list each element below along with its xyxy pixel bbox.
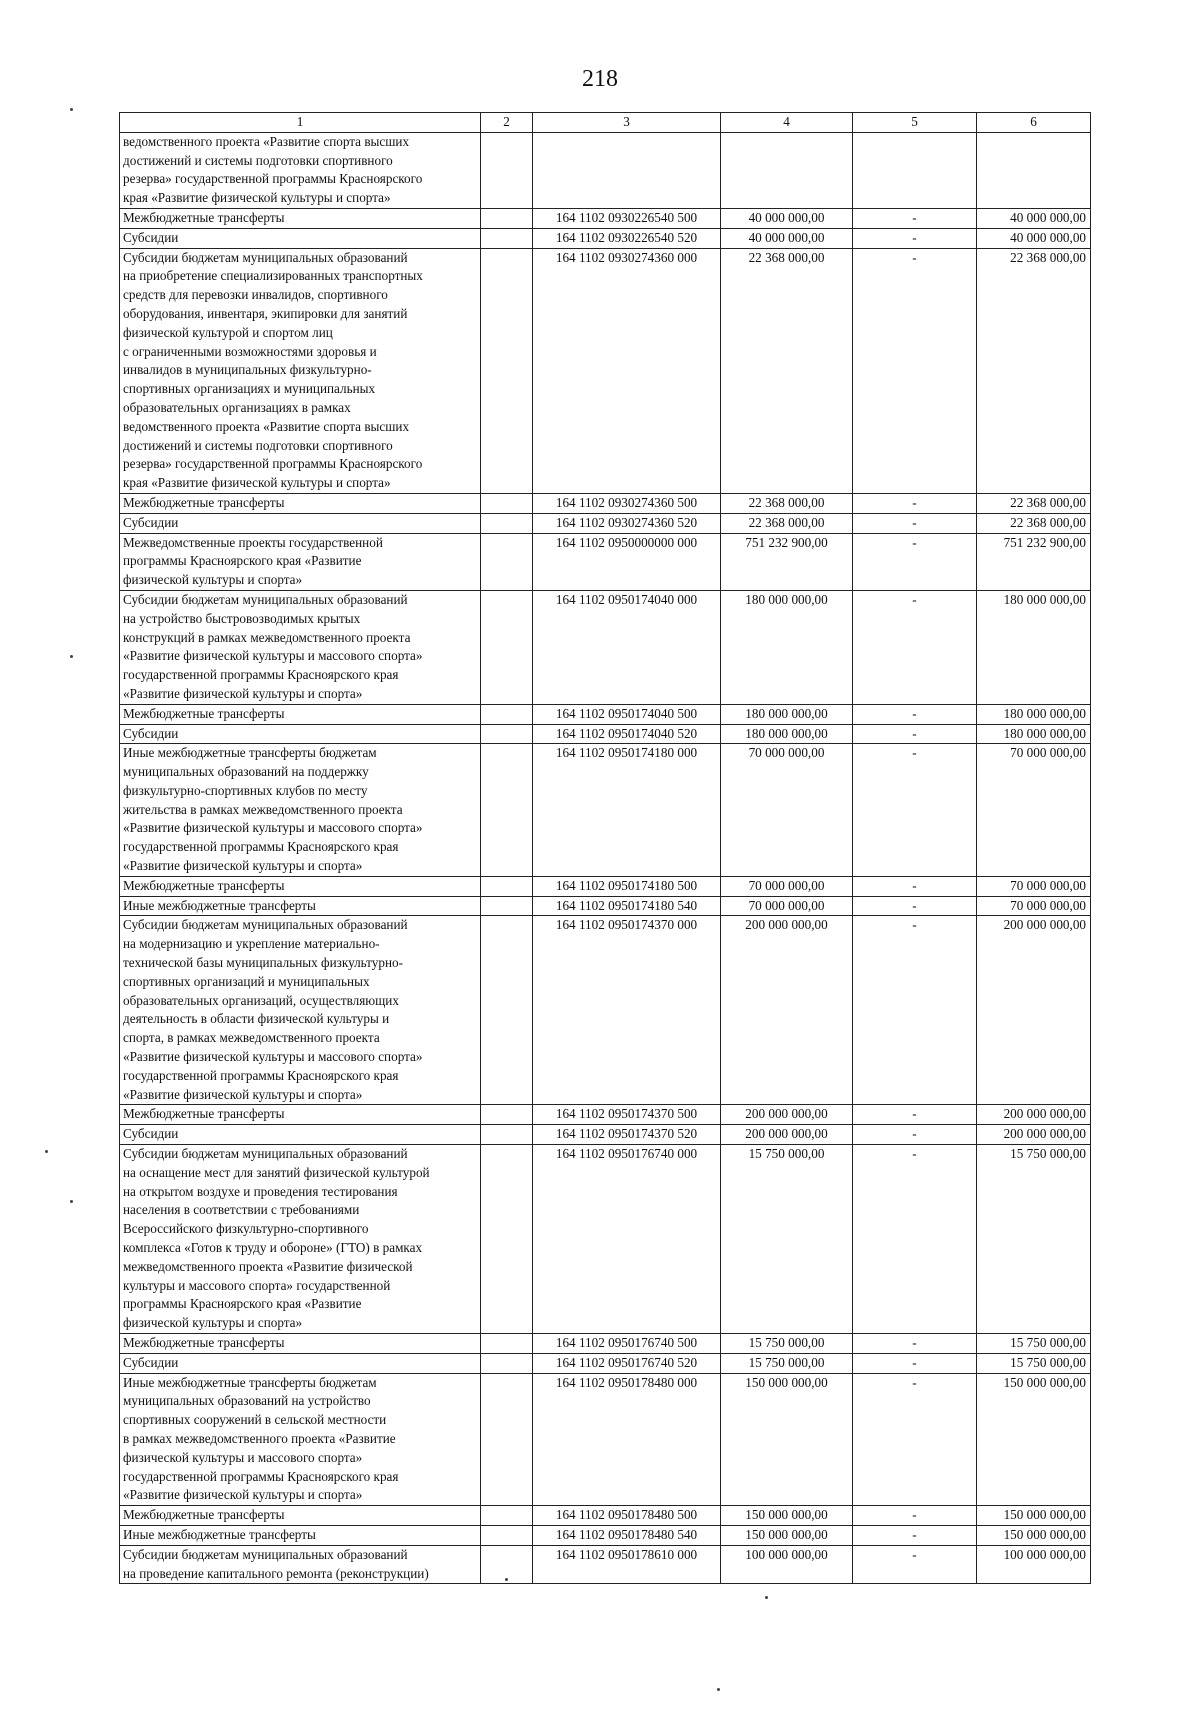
row-col2-cell bbox=[481, 724, 533, 744]
row-name-cell: Субсидии бюджетам муниципальных образований на проведение капитального ремонта (реконструкции) bbox=[120, 1545, 481, 1584]
row-total-cell: 100 000 000,00 bbox=[977, 1545, 1091, 1584]
scan-speck bbox=[717, 1688, 720, 1691]
row-code-cell: 164 1102 0950178480 540 bbox=[533, 1525, 721, 1545]
table-row bbox=[120, 248, 1091, 493]
row-col2-cell bbox=[481, 132, 533, 208]
table-row bbox=[120, 493, 1091, 513]
row-code-cell: 164 1102 0930226540 520 bbox=[533, 228, 721, 248]
row-amount-cell: 180 000 000,00 bbox=[721, 590, 853, 704]
column-header: 3 bbox=[533, 113, 721, 133]
row-col2-cell bbox=[481, 1125, 533, 1145]
row-total-cell: 751 232 900,00 bbox=[977, 533, 1091, 590]
row-name-cell: Иные межбюджетные трансферты bbox=[120, 896, 481, 916]
row-total-cell: 200 000 000,00 bbox=[977, 916, 1091, 1105]
row-total-cell: 70 000 000,00 bbox=[977, 896, 1091, 916]
row-change-cell: - bbox=[853, 1373, 977, 1506]
row-col2-cell bbox=[481, 208, 533, 228]
row-change-cell: - bbox=[853, 513, 977, 533]
row-total-cell: 70 000 000,00 bbox=[977, 744, 1091, 877]
row-change-cell: - bbox=[853, 1145, 977, 1334]
row-total-cell: 150 000 000,00 bbox=[977, 1373, 1091, 1506]
row-change-cell: - bbox=[853, 1353, 977, 1373]
row-change-cell: - bbox=[853, 590, 977, 704]
table-row bbox=[120, 1373, 1091, 1506]
row-col2-cell bbox=[481, 533, 533, 590]
row-code-cell: 164 1102 0950174180 000 bbox=[533, 744, 721, 877]
row-total-cell: 150 000 000,00 bbox=[977, 1506, 1091, 1526]
row-name-cell: Иные межбюджетные трансферты бюджетам муниципальных образований на поддержку физкультурно-спортивных клубов по месту жительства в рамках межведомственного проекта «Развитие физической культуры и массового спорта» государственной программы Красноярского края «Развитие физической культуры и спорта» bbox=[120, 744, 481, 877]
row-amount-cell: 22 368 000,00 bbox=[721, 513, 853, 533]
table-row bbox=[120, 1105, 1091, 1125]
row-amount-cell bbox=[721, 132, 853, 208]
row-name-cell: Иные межбюджетные трансферты bbox=[120, 1525, 481, 1545]
scan-speck bbox=[45, 1150, 48, 1153]
row-change-cell: - bbox=[853, 704, 977, 724]
row-code-cell: 164 1102 0930274360 500 bbox=[533, 493, 721, 513]
row-amount-cell: 70 000 000,00 bbox=[721, 744, 853, 877]
row-name-cell: Субсидии bbox=[120, 1353, 481, 1373]
scan-speck bbox=[70, 108, 73, 111]
row-col2-cell bbox=[481, 228, 533, 248]
row-total-cell: 180 000 000,00 bbox=[977, 704, 1091, 724]
row-col2-cell bbox=[481, 1353, 533, 1373]
table-row bbox=[120, 916, 1091, 1105]
column-header: 6 bbox=[977, 113, 1091, 133]
row-col2-cell bbox=[481, 916, 533, 1105]
row-name-cell: Межведомственные проекты государственной программы Красноярского края «Развитие физической культуры и спорта» bbox=[120, 533, 481, 590]
row-col2-cell bbox=[481, 744, 533, 877]
page-number: 218 bbox=[582, 66, 618, 92]
row-amount-cell: 200 000 000,00 bbox=[721, 1125, 853, 1145]
row-name-cell: Межбюджетные трансферты bbox=[120, 704, 481, 724]
row-change-cell: - bbox=[853, 533, 977, 590]
table-row bbox=[120, 1525, 1091, 1545]
row-code-cell: 164 1102 0950174370 500 bbox=[533, 1105, 721, 1125]
column-header: 4 bbox=[721, 113, 853, 133]
row-code-cell: 164 1102 0950178480 500 bbox=[533, 1506, 721, 1526]
row-code-cell: 164 1102 0950176740 500 bbox=[533, 1334, 721, 1354]
row-name-cell: Межбюджетные трансферты bbox=[120, 1105, 481, 1125]
row-total-cell: 15 750 000,00 bbox=[977, 1145, 1091, 1334]
row-total-cell: 150 000 000,00 bbox=[977, 1525, 1091, 1545]
table-row bbox=[120, 896, 1091, 916]
row-change-cell: - bbox=[853, 1506, 977, 1526]
row-change-cell: - bbox=[853, 896, 977, 916]
row-change-cell: - bbox=[853, 744, 977, 877]
column-header: 5 bbox=[853, 113, 977, 133]
row-name-cell: ведомственного проекта «Развитие спорта высших достижений и системы подготовки спортивного резерва» государственной программы Красноярского края «Развитие физической культуры и спорта» bbox=[120, 132, 481, 208]
row-change-cell: - bbox=[853, 248, 977, 493]
row-name-cell: Межбюджетные трансферты bbox=[120, 876, 481, 896]
row-total-cell: 22 368 000,00 bbox=[977, 493, 1091, 513]
row-amount-cell: 40 000 000,00 bbox=[721, 208, 853, 228]
row-total-cell: 200 000 000,00 bbox=[977, 1105, 1091, 1125]
row-amount-cell: 70 000 000,00 bbox=[721, 876, 853, 896]
row-code-cell: 164 1102 0950174180 500 bbox=[533, 876, 721, 896]
row-amount-cell: 15 750 000,00 bbox=[721, 1334, 853, 1354]
scan-speck bbox=[765, 1596, 768, 1599]
row-name-cell: Субсидии bbox=[120, 513, 481, 533]
row-change-cell: - bbox=[853, 724, 977, 744]
row-total-cell: 40 000 000,00 bbox=[977, 208, 1091, 228]
budget-table bbox=[119, 112, 1091, 1584]
row-total-cell: 70 000 000,00 bbox=[977, 876, 1091, 896]
row-total-cell: 22 368 000,00 bbox=[977, 248, 1091, 493]
row-amount-cell: 150 000 000,00 bbox=[721, 1373, 853, 1506]
row-code-cell: 164 1102 0930274360 520 bbox=[533, 513, 721, 533]
row-name-cell: Субсидии бюджетам муниципальных образований на модернизацию и укрепление материально- технической базы муниципальных физкультурно- спортивных организаций и муниципальных образовательных организаций, осуществляющих деятельность в области физической культуры и спорта, в рамках межведомственного проекта «Развитие физической культуры и массового спорта» государственной программы Красноярского края «Развитие физической культуры и спорта» bbox=[120, 916, 481, 1105]
row-amount-cell: 180 000 000,00 bbox=[721, 724, 853, 744]
table-row bbox=[120, 744, 1091, 877]
row-col2-cell bbox=[481, 1373, 533, 1506]
table-row bbox=[120, 533, 1091, 590]
row-code-cell: 164 1102 0950174370 520 bbox=[533, 1125, 721, 1145]
row-code-cell: 164 1102 0950000000 000 bbox=[533, 533, 721, 590]
row-col2-cell bbox=[481, 1145, 533, 1334]
table-row bbox=[120, 724, 1091, 744]
row-code-cell: 164 1102 0950174040 500 bbox=[533, 704, 721, 724]
row-col2-cell bbox=[481, 248, 533, 493]
row-amount-cell: 100 000 000,00 bbox=[721, 1545, 853, 1584]
row-name-cell: Субсидии bbox=[120, 1125, 481, 1145]
row-name-cell: Субсидии бюджетам муниципальных образований на устройство быстровозводимых крытых конструкций в рамках межведомственного проекта «Развитие физической культуры и массового спорта» государственной программы Красноярского края «Развитие физической культуры и спорта» bbox=[120, 590, 481, 704]
table-row bbox=[120, 132, 1091, 208]
row-name-cell: Межбюджетные трансферты bbox=[120, 1506, 481, 1526]
header-row bbox=[120, 113, 1091, 133]
row-change-cell: - bbox=[853, 228, 977, 248]
row-amount-cell: 15 750 000,00 bbox=[721, 1353, 853, 1373]
row-code-cell: 164 1102 0930274360 000 bbox=[533, 248, 721, 493]
table-row bbox=[120, 590, 1091, 704]
table-row bbox=[120, 1506, 1091, 1526]
row-col2-cell bbox=[481, 513, 533, 533]
row-code-cell: 164 1102 0950174180 540 bbox=[533, 896, 721, 916]
row-code-cell bbox=[533, 132, 721, 208]
row-total-cell: 200 000 000,00 bbox=[977, 1125, 1091, 1145]
row-col2-cell bbox=[481, 896, 533, 916]
row-name-cell: Субсидии бюджетам муниципальных образований на приобретение специализированных транспортных средств для перевозки инвалидов, спортивного оборудования, инвентаря, экипировки для занятий физической культурой и спортом лиц с ограниченными возможностями здоровья и инвалидов в муниципальных физкультурно- спортивных организациях и муниципальных образовательных организациях в рамках ведомственного проекта «Развитие спорта высших достижений и системы подготовки спортивного резерва» государственной программы Красноярского края «Развитие физической культуры и спорта» bbox=[120, 248, 481, 493]
row-amount-cell: 15 750 000,00 bbox=[721, 1145, 853, 1334]
row-total-cell: 15 750 000,00 bbox=[977, 1353, 1091, 1373]
row-change-cell: - bbox=[853, 1525, 977, 1545]
row-amount-cell: 180 000 000,00 bbox=[721, 704, 853, 724]
row-col2-cell bbox=[481, 1525, 533, 1545]
row-code-cell: 164 1102 0950174040 000 bbox=[533, 590, 721, 704]
row-amount-cell: 751 232 900,00 bbox=[721, 533, 853, 590]
table-row bbox=[120, 513, 1091, 533]
row-name-cell: Субсидии bbox=[120, 724, 481, 744]
row-change-cell: - bbox=[853, 1105, 977, 1125]
row-code-cell: 164 1102 0950178480 000 bbox=[533, 1373, 721, 1506]
row-amount-cell: 150 000 000,00 bbox=[721, 1525, 853, 1545]
row-change-cell: - bbox=[853, 1545, 977, 1584]
row-change-cell bbox=[853, 132, 977, 208]
table-row bbox=[120, 1334, 1091, 1354]
row-col2-cell bbox=[481, 704, 533, 724]
column-header: 2 bbox=[481, 113, 533, 133]
row-total-cell bbox=[977, 132, 1091, 208]
row-name-cell: Межбюджетные трансферты bbox=[120, 208, 481, 228]
table-row bbox=[120, 1353, 1091, 1373]
row-total-cell: 180 000 000,00 bbox=[977, 590, 1091, 704]
row-code-cell: 164 1102 0950176740 000 bbox=[533, 1145, 721, 1334]
row-change-cell: - bbox=[853, 493, 977, 513]
table-row bbox=[120, 704, 1091, 724]
row-col2-cell bbox=[481, 1334, 533, 1354]
row-code-cell: 164 1102 0950178610 000 bbox=[533, 1545, 721, 1584]
row-total-cell: 40 000 000,00 bbox=[977, 228, 1091, 248]
row-code-cell: 164 1102 0950176740 520 bbox=[533, 1353, 721, 1373]
row-change-cell: - bbox=[853, 916, 977, 1105]
table-row bbox=[120, 1125, 1091, 1145]
row-amount-cell: 200 000 000,00 bbox=[721, 916, 853, 1105]
table-row bbox=[120, 876, 1091, 896]
scan-speck bbox=[70, 655, 73, 658]
scan-speck bbox=[505, 1578, 508, 1581]
row-change-cell: - bbox=[853, 876, 977, 896]
column-header: 1 bbox=[120, 113, 481, 133]
row-col2-cell bbox=[481, 493, 533, 513]
row-col2-cell bbox=[481, 1105, 533, 1125]
table-row bbox=[120, 1145, 1091, 1334]
row-name-cell: Иные межбюджетные трансферты бюджетам муниципальных образований на устройство спортивных сооружений в сельской местности в рамках межведомственного проекта «Развитие физической культуры и массового спорта» государственной программы Красноярского края «Развитие физической культуры и спорта» bbox=[120, 1373, 481, 1506]
row-total-cell: 22 368 000,00 bbox=[977, 513, 1091, 533]
row-amount-cell: 150 000 000,00 bbox=[721, 1506, 853, 1526]
row-code-cell: 164 1102 0930226540 500 bbox=[533, 208, 721, 228]
row-name-cell: Субсидии бюджетам муниципальных образований на оснащение мест для занятий физической культурой на открытом воздухе и проведения тестирования населения в соответствии с требованиями Всероссийского физкультурно-спортивного комплекса «Готов к труду и обороне» (ГТО) в рамках межведомственного проекта «Развитие физической культуры и массового спорта» государственной программы Красноярского края «Развитие физической культуры и спорта» bbox=[120, 1145, 481, 1334]
table-row bbox=[120, 228, 1091, 248]
row-code-cell: 164 1102 0950174040 520 bbox=[533, 724, 721, 744]
row-code-cell: 164 1102 0950174370 000 bbox=[533, 916, 721, 1105]
row-change-cell: - bbox=[853, 1334, 977, 1354]
row-amount-cell: 40 000 000,00 bbox=[721, 228, 853, 248]
row-name-cell: Субсидии bbox=[120, 228, 481, 248]
row-change-cell: - bbox=[853, 208, 977, 228]
row-amount-cell: 22 368 000,00 bbox=[721, 248, 853, 493]
row-total-cell: 180 000 000,00 bbox=[977, 724, 1091, 744]
table-row bbox=[120, 208, 1091, 228]
scan-speck bbox=[70, 1200, 73, 1203]
row-total-cell: 15 750 000,00 bbox=[977, 1334, 1091, 1354]
table-row bbox=[120, 1545, 1091, 1584]
row-amount-cell: 22 368 000,00 bbox=[721, 493, 853, 513]
row-amount-cell: 70 000 000,00 bbox=[721, 896, 853, 916]
row-name-cell: Межбюджетные трансферты bbox=[120, 1334, 481, 1354]
row-col2-cell bbox=[481, 590, 533, 704]
row-name-cell: Межбюджетные трансферты bbox=[120, 493, 481, 513]
row-change-cell: - bbox=[853, 1125, 977, 1145]
row-amount-cell: 200 000 000,00 bbox=[721, 1105, 853, 1125]
row-col2-cell bbox=[481, 1506, 533, 1526]
row-col2-cell bbox=[481, 876, 533, 896]
